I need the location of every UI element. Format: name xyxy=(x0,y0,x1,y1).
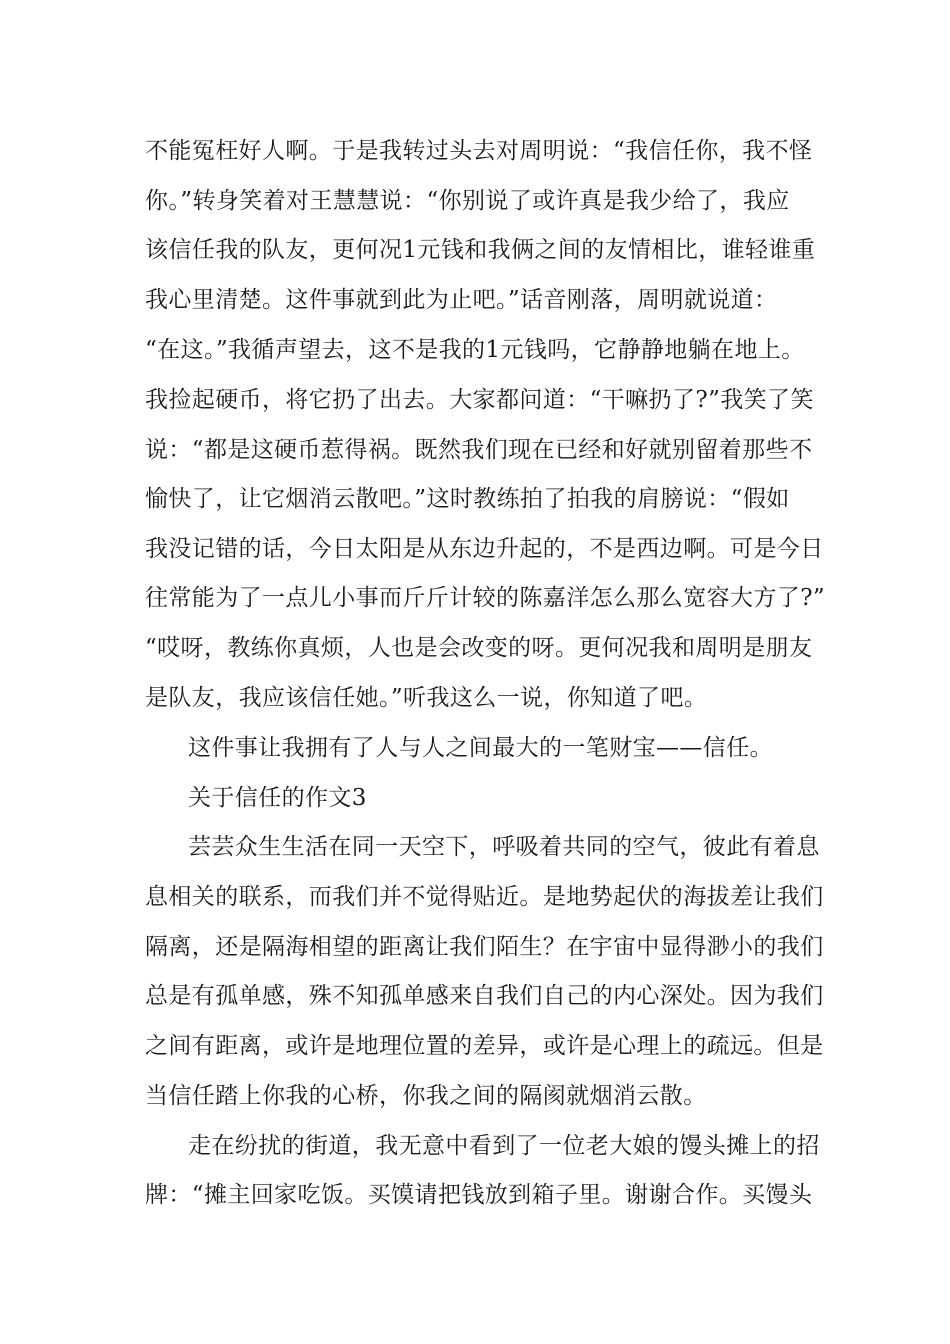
text-line: 芸芸众生生活在同一天空下，呼吸着共同的空气，彼此有着息 xyxy=(188,834,820,860)
text-line: 走在纷扰的街道，我无意中看到了一位老大娘的馒头摊上的招 xyxy=(188,1133,820,1159)
text-line: “在这。”我循声望去，这不是我的1元钱吗，它静静地躺在地上。 xyxy=(145,337,805,363)
text-line: 你。”转身笑着对王慧慧说：“你别说了或许真是我少给了，我应 xyxy=(145,188,790,214)
text-line: 当信任踏上你我的心桥，你我之间的隔阂就烟消云散。 xyxy=(145,1083,707,1109)
text-line: 是队友，我应该信任她。”听我这么一说，你知道了吧。 xyxy=(145,685,708,711)
text-line: 我没记错的话，今日太阳是从东边升起的，不是西边啊。可是今日 xyxy=(145,536,824,562)
text-line: 我心里清楚。这件事就到此为止吧。”话音刚落，周明就说道： xyxy=(145,287,778,313)
text-line: 总是有孤单感，殊不知孤单感来自我们自己的内心深处。因为我们 xyxy=(145,983,824,1009)
text-line: 不能冤枉好人啊。于是我转过头去对周明说：“我信任你，我不怪 xyxy=(145,138,813,164)
text-line: 牌：“摊主回家吃饭。买馍请把钱放到箱子里。谢谢合作。买馒头 xyxy=(145,1182,813,1208)
text-line: 之间有距离，或许是地理位置的差异，或许是心理上的疏远。但是 xyxy=(145,1033,824,1059)
text-line: 息相关的联系，而我们并不觉得贴近。是地势起伏的海拔差让我们 xyxy=(145,884,824,910)
text-line: 这件事让我拥有了人与人之间最大的一笔财宝——信任。 xyxy=(188,735,773,761)
text-line: 该信任我的队友，更何况1元钱和我俩之间的友情相比，谁轻谁重 xyxy=(145,237,816,263)
text-line: 隔离，还是隔海相望的距离让我们陌生？在宇宙中显得渺小的我们 xyxy=(145,934,824,960)
text-line: 愉快了，让它烟消云散吧。”这时教练拍了拍我的肩膀说：“假如 xyxy=(145,486,790,512)
text-line: 说：“都是这硬币惹得祸。既然我们现在已经和好就别留着那些不 xyxy=(145,437,813,463)
section-heading: 关于信任的作文3 xyxy=(188,785,367,811)
text-line: 往常能为了一点儿小事而斤斤计较的陈嘉洋怎么那么宽容大方了?” xyxy=(145,585,826,611)
text-line: “哎呀，教练你真烦，人也是会改变的呀。更何况我和周明是朋友 xyxy=(145,635,813,661)
text-line: 我捡起硬币，将它扔了出去。大家都问道：“干嘛扔了?”我笑了笑 xyxy=(145,387,814,413)
